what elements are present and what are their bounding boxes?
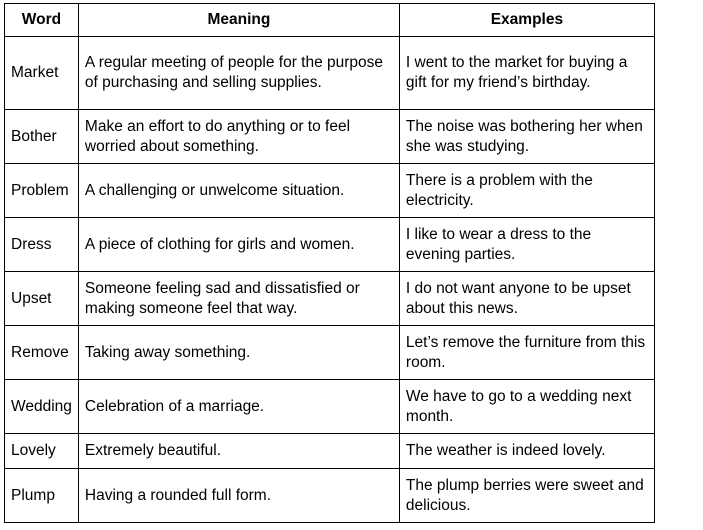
meaning-cell: Make an effort to do anything or to feel worried about something.	[78, 110, 399, 164]
meaning-cell: Extremely beautiful.	[78, 434, 399, 469]
table-row	[5, 164, 655, 218]
table-row	[5, 218, 655, 272]
meaning-cell: Having a rounded full form.	[78, 469, 399, 523]
header-row	[5, 4, 655, 37]
word-cell: Problem	[5, 164, 79, 218]
word-cell: Dress	[5, 218, 79, 272]
example-cell: Let’s remove the furniture from this room.	[399, 326, 654, 380]
meaning-cell: A challenging or unwelcome situation.	[78, 164, 399, 218]
word-cell: Wedding	[5, 380, 79, 434]
vocabulary-table	[4, 3, 655, 523]
table-row	[5, 272, 655, 326]
example-cell: I went to the market for buying a gift for my friend’s birthday.	[399, 37, 654, 110]
meaning-cell: A piece of clothing for girls and women.	[78, 218, 399, 272]
word-cell: Remove	[5, 326, 79, 380]
examples-column-header: Examples	[399, 4, 654, 37]
example-cell: I do not want anyone to be upset about this news.	[399, 272, 654, 326]
meaning-cell: Celebration of a marriage.	[78, 380, 399, 434]
word-cell: Bother	[5, 110, 79, 164]
example-cell: We have to go to a wedding next month.	[399, 380, 654, 434]
word-cell: Market	[5, 37, 79, 110]
word-column-header: Word	[5, 4, 79, 37]
table-row	[5, 37, 655, 110]
table-row	[5, 469, 655, 523]
example-cell: The plump berries were sweet and delicious.	[399, 469, 654, 523]
example-cell: I like to wear a dress to the evening parties.	[399, 218, 654, 272]
table-row	[5, 110, 655, 164]
table-body	[5, 37, 655, 523]
word-cell: Upset	[5, 272, 79, 326]
meaning-cell: Taking away something.	[78, 326, 399, 380]
example-cell: The noise was bothering her when she was studying.	[399, 110, 654, 164]
meaning-cell: A regular meeting of people for the purpose of purchasing and selling supplies.	[78, 37, 399, 110]
example-cell: There is a problem with the electricity.	[399, 164, 654, 218]
table-row	[5, 380, 655, 434]
table-header	[5, 4, 655, 37]
table-row	[5, 326, 655, 380]
example-cell: The weather is indeed lovely.	[399, 434, 654, 469]
table-row	[5, 434, 655, 469]
word-cell: Lovely	[5, 434, 79, 469]
meaning-column-header: Meaning	[78, 4, 399, 37]
word-cell: Plump	[5, 469, 79, 523]
meaning-cell: Someone feeling sad and dissatisfied or making someone feel that way.	[78, 272, 399, 326]
